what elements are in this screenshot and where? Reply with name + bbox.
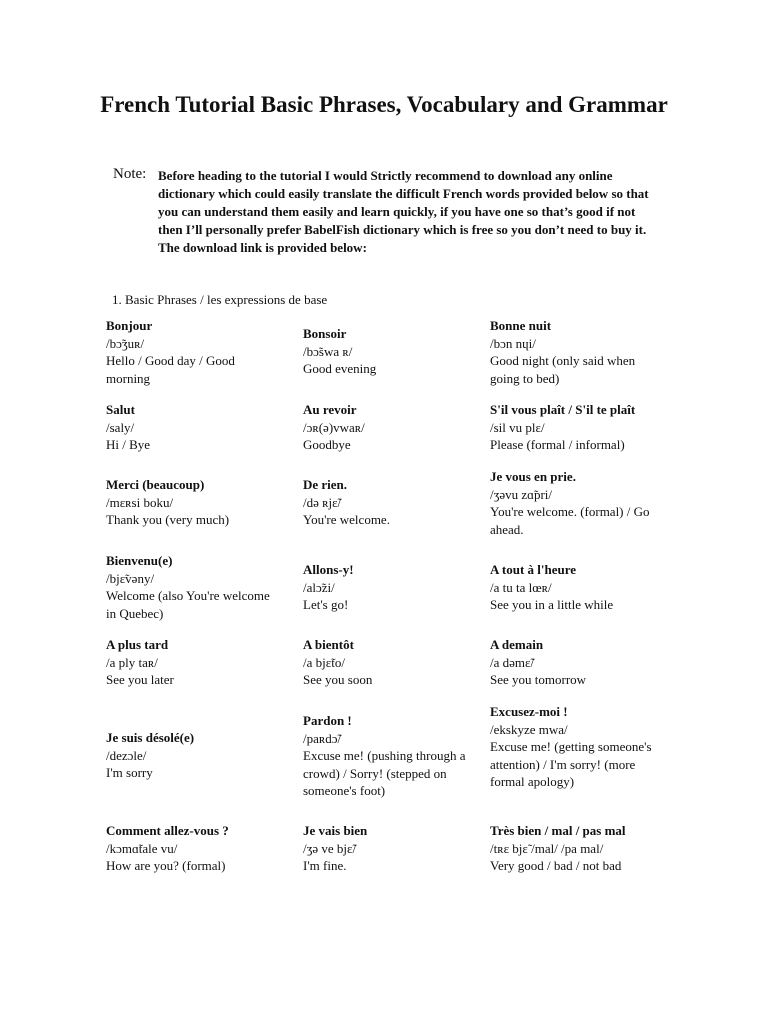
phrase-meaning: Very good / bad / not bad [490,858,622,873]
phrase-meaning: Hello / Good day / Good morning [106,353,235,386]
phrase-entry [490,468,665,538]
phrase-pronunciation: /dezɔle/ [106,747,147,763]
phrase-entry [303,401,478,454]
phrase-meaning: Goodbye [303,437,351,452]
phrase-meaning: You're welcome. [303,512,390,527]
phrase-entry [490,401,690,454]
phrase-meaning: See you in a little while [490,597,614,612]
phrase-text: Je vous en prie. [490,469,576,484]
phrase-entry [106,729,281,782]
phrase-pronunciation: /tʀɛ bjɛ̃ /mal/ /pa mal/ [490,840,604,856]
phrase-entry [490,822,690,875]
phrase-pronunciation: /də ʀjɛ̃/ [303,494,342,510]
phrase-text: Bienvenu(e) [106,553,173,568]
phrase-pronunciation: /bɔ̃swa ʀ/ [303,343,353,359]
phrase-meaning: Good night (only said when going to bed) [490,353,636,386]
phrase-entry [303,822,478,875]
phrase-text: A demain [490,637,544,652]
phrase-pronunciation: /ʒəvu zɑ̃pri/ [490,486,553,502]
phrase-pronunciation: /sil vu plɛ/ [490,419,545,435]
phrase-entry [490,636,665,689]
phrase-text: Comment allez-vous ? [106,823,229,838]
phrase-entry [303,636,478,689]
phrase-meaning: I'm fine. [303,858,347,873]
phrase-text: A tout à l'heure [490,562,577,577]
phrase-entry [303,561,478,614]
phrase-text: De rien. [303,477,348,492]
phrase-pronunciation: /mɛʀsi boku/ [106,494,174,510]
phrase-meaning: Welcome (also You're welcome in Quebec) [106,588,270,621]
phrase-pronunciation: /bɔ̃ʒuʀ/ [106,335,145,351]
phrase-pronunciation: /ekskyze mwa/ [490,721,568,737]
phrase-text: A plus tard [106,637,169,652]
section-heading: 1. Basic Phrases / les expressions de base [112,292,328,307]
phrase-pronunciation: /kɔmɑ̃tale vu/ [106,840,178,856]
phrase-text: Allons-y! [303,562,354,577]
phrase-meaning: Let's go! [303,597,349,612]
phrase-text: Bonjour [106,318,153,333]
phrase-meaning: Please (formal / informal) [490,437,625,452]
phrase-meaning: Thank you (very much) [106,512,230,527]
phrase-pronunciation: /a bjɛ̃to/ [303,654,345,670]
note-text: Before heading to the tutorial I would Strictly recommend to download any online dictionary which could easily translate the difficult French words provided below so that you can understand them easily and learn quickly, if you have one so that’s good if not then I’ll personally prefer BabelFish dictionary which is free so you don’t need to buy it. The download link is provided below: [158,168,649,255]
phrase-text: Pardon ! [303,713,352,728]
phrase-entry [106,401,281,454]
phrase-pronunciation: /a ply taʀ/ [106,654,158,670]
phrase-entry [106,636,281,689]
phrase-pronunciation: /bɔn nɥi/ [490,335,536,351]
phrase-text: Bonsoir [303,326,347,341]
phrase-meaning: You're welcome. (formal) / Go ahead. [490,504,650,537]
phrase-text: Au revoir [303,402,357,417]
phrase-text: A bientôt [303,637,354,652]
note-label: Note: [113,166,147,182]
phrase-pronunciation: /a dəmɛ̃/ [490,654,535,670]
phrase-text: Je vais bien [303,823,368,838]
page-title: French Tutorial Basic Phrases, Vocabulary and Grammar [100,92,668,117]
phrase-pronunciation: /ɔʀ(ə)vwaʀ/ [303,419,365,435]
phrase-entry [106,317,281,387]
phrase-pronunciation: /ʒə ve bjɛ̃/ [303,840,357,856]
phrase-meaning: Excuse me! (pushing through a crowd) / Sorry! (stepped on someone's foot) [303,748,466,798]
phrase-pronunciation: /saly/ [106,419,135,435]
phrase-pronunciation: /alɔ̃zi/ [303,579,335,595]
phrase-meaning: See you tomorrow [490,672,587,687]
phrase-entry [106,476,281,529]
phrase-text: Très bien / mal / pas mal [490,823,626,838]
phrase-entry [303,712,483,800]
phrase-meaning: See you later [106,672,174,687]
phrase-text: Merci (beaucoup) [106,477,205,492]
phrase-pronunciation: /a tu ta lœʀ/ [490,579,552,595]
phrase-entry [106,822,296,875]
phrase-entry [106,552,281,622]
phrase-text: Je suis désolé(e) [106,730,195,745]
phrase-meaning: I'm sorry [106,765,153,780]
phrase-meaning: See you soon [303,672,373,687]
phrase-entry [303,476,478,529]
phrase-meaning: Good evening [303,361,377,376]
phrase-text: Salut [106,402,135,417]
phrase-meaning: Excuse me! (getting someone's attention) / I'm sorry! (more formal apology) [490,739,652,789]
phrase-text: Bonne nuit [490,318,552,333]
phrase-entry [490,703,660,791]
phrase-text: S'il vous plaît / S'il te plaît [490,402,636,417]
phrase-entry [490,317,665,387]
phrase-meaning: Hi / Bye [106,437,151,452]
phrase-text: Excusez-moi ! [490,704,568,719]
phrase-pronunciation: /bjɛ̃vəny/ [106,570,155,586]
phrase-entry [303,325,478,378]
phrase-entry [490,561,665,614]
phrase-meaning: How are you? (formal) [106,858,226,873]
phrase-pronunciation: /paʀdɔ̃/ [303,730,342,746]
